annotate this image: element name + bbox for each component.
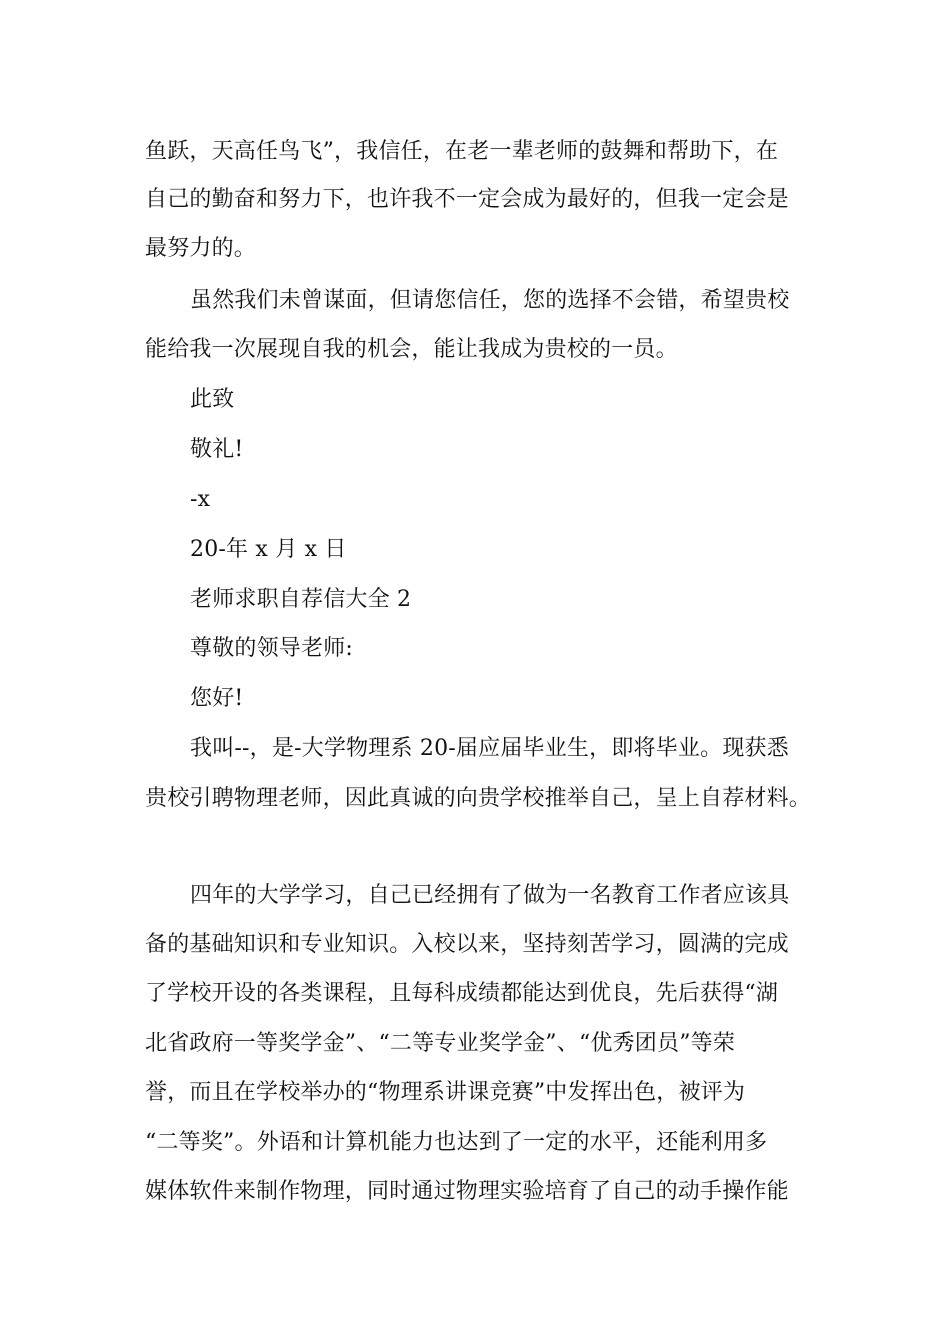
section-title: 老师求职自荐信大全 2 <box>190 587 412 612</box>
paragraph-line: 四年的大学学习，自己已经拥有了做为一名教育工作者应该具 <box>190 883 790 908</box>
closing-line: 敬礼! <box>190 437 244 462</box>
greeting: 您好! <box>190 686 244 711</box>
paragraph-line: 备的基础知识和专业知识。入校以来，坚持刻苦学习，圆满的完成 <box>145 932 789 957</box>
paragraph-line: 我叫--，是-大学物理系 20-届应届毕业生，即将毕业。现获悉 <box>190 736 789 761</box>
closing-line: 此致 <box>190 387 235 412</box>
paragraph-line: 媒体软件来制作物理，同时通过物理实验培育了自己的动手操作能 <box>145 1179 789 1204</box>
paragraph-line: 最努力的。 <box>145 236 257 261</box>
paragraph-line: 北省政府一等奖学金”、“二等专业奖学金”、“优秀团员”等荣 <box>145 1031 736 1056</box>
paragraph-line: “二等奖”。外语和计算机能力也达到了一定的水平，还能利用多 <box>145 1130 768 1155</box>
paragraph-line: 贵校引聘物理老师，因此真诚的向贵学校推举自己，呈上自荐材料。 <box>145 786 812 811</box>
salutation: 尊敬的领导老师: <box>190 636 354 661</box>
date: 20-年 x 月 x 日 <box>190 537 347 562</box>
signature: -x <box>190 487 211 512</box>
paragraph-line: 能给我一次展现自我的机会，能让我成为贵校的一员。 <box>145 337 678 362</box>
paragraph-line: 虽然我们未曾谋面，但请您信任，您的选择不会错，希望贵校 <box>190 288 790 313</box>
paragraph-line: 鱼跃，天高任鸟飞”，我信任，在老一辈老师的鼓舞和帮助下，在 <box>145 139 779 164</box>
paragraph-line: 自己的勤奋和努力下，也许我不一定会成为最好的，但我一定会是 <box>145 187 789 212</box>
paragraph-line: 了学校开设的各类课程，且每科成绩都能达到优良，先后获得“湖 <box>145 981 779 1006</box>
paragraph-line: 誉，而且在学校举办的“物理系讲课竞赛”中发挥出色，被评为 <box>145 1080 746 1105</box>
